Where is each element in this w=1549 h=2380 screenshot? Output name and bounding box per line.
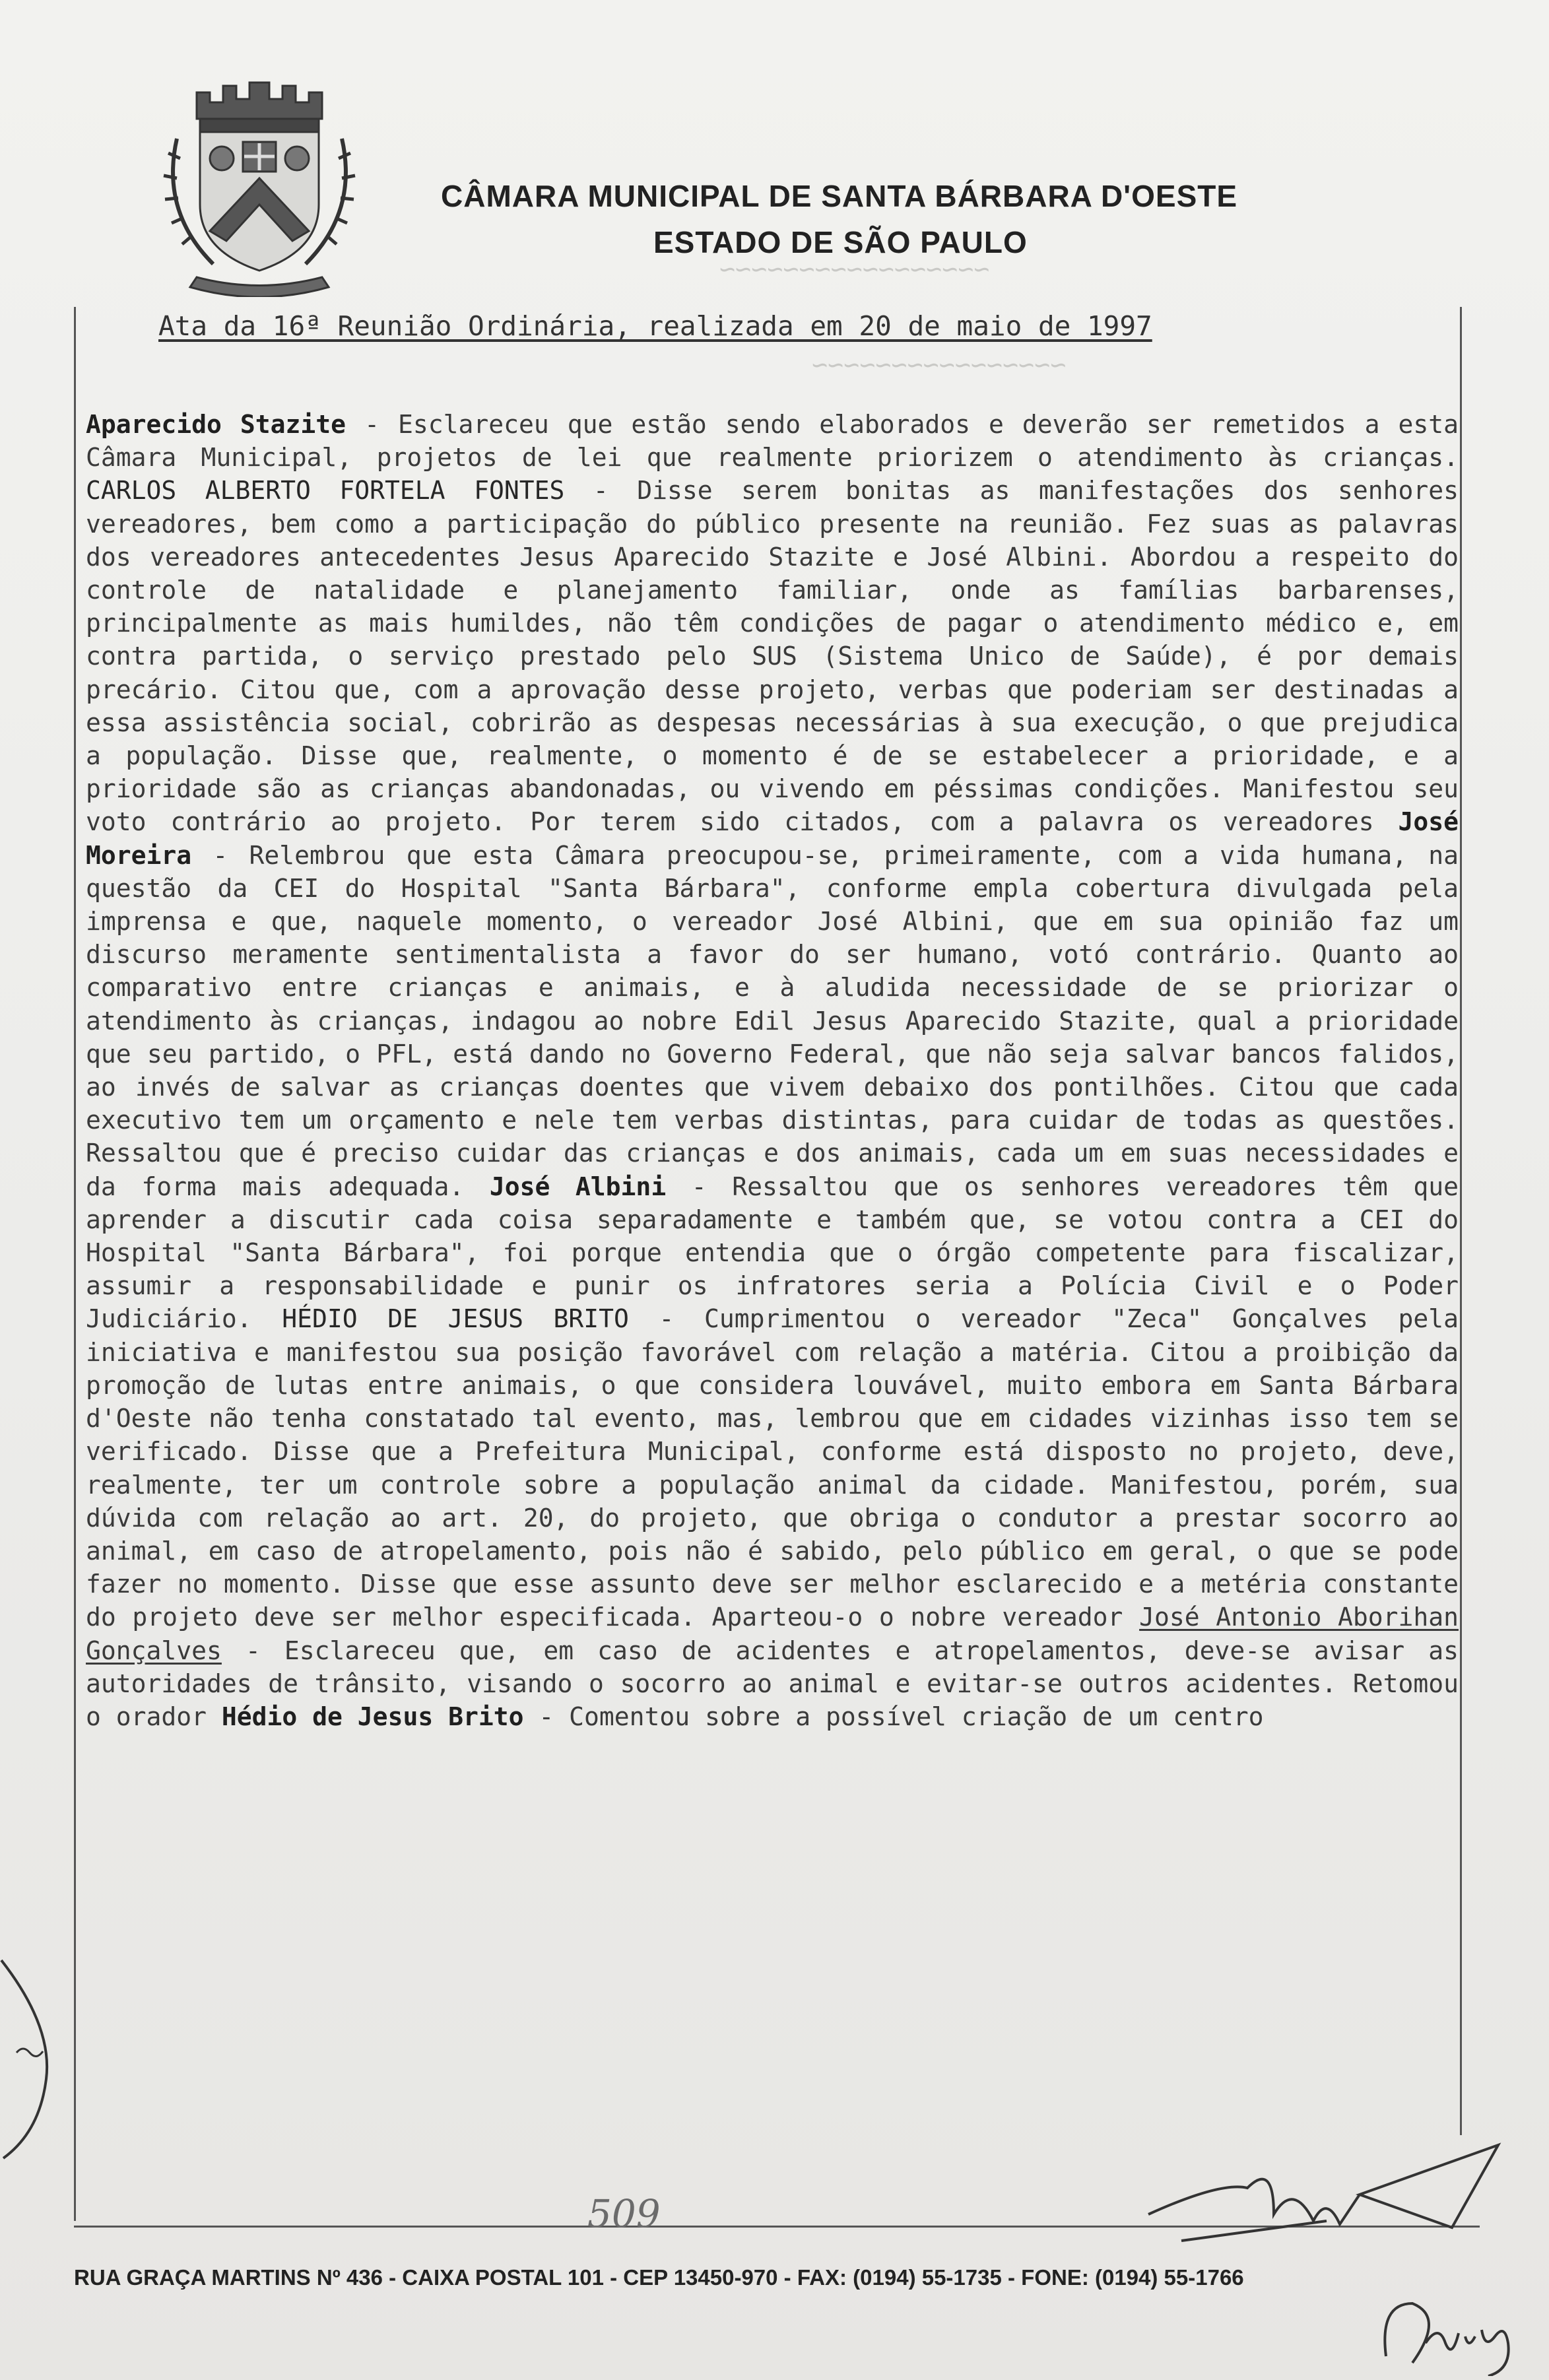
address-footer: RUA GRAÇA MARTINS Nº 436 - CAIXA POSTAL 101 - CEP 13450-970 - FAX: (0194) 55-1735 - FONE: (0194) 55-1766 — [74, 2265, 1244, 2290]
minutes-text-run: - Esclareceu que, em caso de acidentes e atropelamentos, deve-se avisar as autoridades de trânsito, visando o socorro ao animal e evitar-se outros acidentes. Retomou o orador — [86, 1636, 1459, 1731]
minutes-text-run: - Relembrou que esta Câmara preocupou-se, primeiramente, com a vida humana, na questão da CEI do Hospital "Santa Bárbara", conforme empla cobertura divulgada pela imprensa e que, naquele momento, o vereador José Albini, que em sua opinião faz um discurso meramente sentimentalista a favor do ser humano, votó contrário. Quanto ao comparativo entre crianças e animais, e à aludida necessidade de se priorizar o atendimento às crianças, indagou ao nobre Edil Jesus Aparecido Stazite, qual a prioridade que seu partido, o PFL, está dando no Governo Federal, que não seja salvar bancos falidos, ao invés de salvar as crianças doentes que vivem debaixo dos pontilhões. Citou que cada executivo tem um orçamento e nele tem verbas distintas, para cuidar de todas as questões. Ressaltou que é preciso cuidar das crianças e dos animais, cada um em suas necessidades e da forma mais adequada. — [86, 840, 1459, 1201]
speaker-name: CARLOS ALBERTO FORTELA FONTES — [86, 476, 565, 506]
coat-of-arms-emblem — [150, 66, 368, 297]
bleed-through-mark: ~~~~~~~~~~~~~~~~~ — [719, 254, 990, 284]
minutes-text-run: - Ressaltou que os senhores vereadores têm que aprender a discutir cada coisa separadamente e também que, se votou contra a CEI do Hospital "Santa Bárbara", foi porque entendia que o órgão competente para fiscalizar, assumir a responsabilidade e punir os infratores seria a Polícia Civil e o Poder Judiciário. — [86, 1172, 1459, 1334]
handwritten-signature — [1142, 2142, 1511, 2261]
speaker-name: Hédio de Jesus Brito — [221, 1702, 524, 1731]
speaker-name: HÉDIO DE JESUS BRITO — [282, 1304, 629, 1334]
minutes-text-run: - Comentou sobre a possível criação de um centro — [523, 1702, 1264, 1731]
bleed-through-mark: ~~~~~~~~~~~~~~~~ — [812, 350, 1067, 380]
institution-name: CÂMARA MUNICIPAL DE SANTA BÁRBARA D'OESTE — [441, 179, 1238, 213]
minutes-text-run: - Esclareceu que estão sendo elaborados e deverão ser remetidos a esta Câmara Municipal, projetos de lei que realmente priorizem o atendimento às crianças. — [86, 410, 1459, 473]
page-frame-left — [74, 307, 76, 2221]
speaker-name: José Moreira — [86, 807, 1459, 870]
page-number: 509 — [587, 2191, 661, 2236]
speaker-name: José Antonio Aborihan Gonçalves — [86, 1603, 1459, 1665]
speaker-name: José Albini — [489, 1172, 667, 1201]
margin-signature — [0, 1947, 59, 2165]
minutes-body — [86, 408, 1459, 1733]
minutes-title-text: Ata da 16ª Reunião Ordinária, realizada em 20 de maio de 1997 — [158, 310, 1152, 342]
minutes-text-run: - Cumprimentou o vereador "Zeca" Gonçalves pela iniciativa e manifestou sua posição favorável com relação a matéria. Citou a proibição da promoção de lutas entre animais, o que considera louvável, muito embora em Santa Bárbara d'Oeste não tenha constatado tal evento, mas, lembrou que em cidades vizinhas isso tem se verificado. Disse que a Prefeitura Municipal, conforme está disposto no projeto, deve, realmente, ter um controle sobre a população animal da cidade. Manifestou, porém, sua dúvida com relação ao art. 20, do projeto, que obriga o condutor a prestar socorro ao animal, em caso de atropelamento, pois não é sabido, pelo público em geral, o que se pode fazer no momento. Disse que esse assunto deve ser melhor esclarecido e a metéria constante do projeto deve ser melhor especificada. Aparteou-o o nobre vereador — [86, 1304, 1459, 1632]
minutes-title — [158, 310, 1379, 342]
speaker-name: Aparecido Stazite — [86, 410, 346, 439]
minutes-text-run: - Disse serem bonitas as manifestações dos senhores vereadores, bem como a participação do público presente na reunião. Fez suas as palavras dos vereadores antecedentes Jesus Aparecido Stazite e José Albini. Abordou a respeito do controle de natalidade e planejamento familiar, onde as famílias barbarenses, principalmente as mais humildes, não têm condições de pagar o atendimento médico e, em contra partida, o serviço prestado pelo SUS (Sistema Unico de Saúde), é por demais precário. Citou que, com a aprovação desse projeto, verbas que poderiam ser destinadas a essa assistência social, cobrirão as despesas necessárias à sua execução, o que prejudica a população. Disse que, realmente, o momento é de se estabelecer a prioridade, e a prioridade são as crianças abandonadas, ou vivendo em péssimas condições. Manifestou seu voto contrário ao projeto. Por terem sido citados, com a palavra os vereadores — [86, 476, 1459, 837]
institution-state: ESTADO DE SÃO PAULO — [653, 225, 1028, 259]
page-frame-right — [1460, 307, 1462, 2135]
